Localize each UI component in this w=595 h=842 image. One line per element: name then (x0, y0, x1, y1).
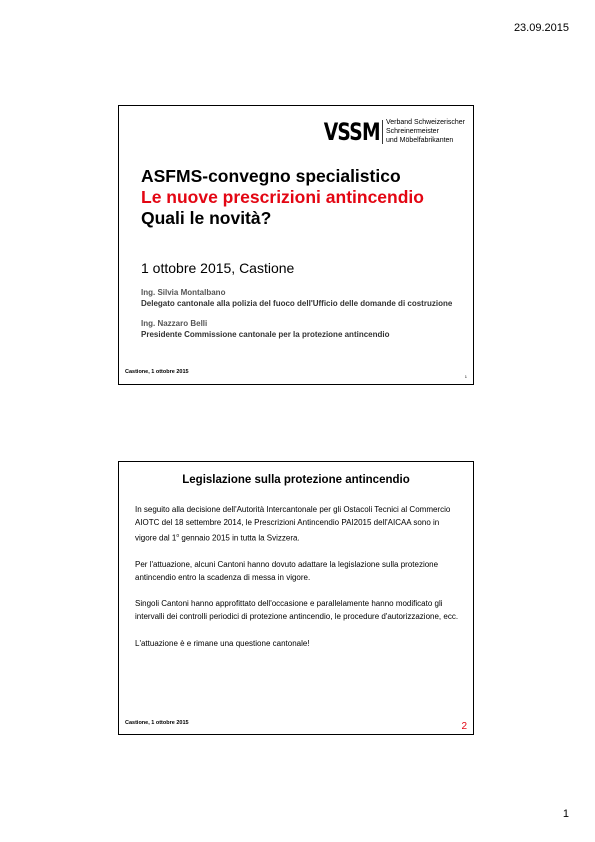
slide-title: Legislazione sulla protezione antincendio (182, 474, 410, 486)
speaker-2-name: Ing. Nazzaro Belli (141, 319, 208, 328)
speaker-1-role: Delegato cantonale alla polizia del fuoco dell'Ufficio delle domande di costruzione (141, 299, 453, 308)
slide-2 (118, 461, 474, 735)
paragraph-text: gennaio 2015 in tutta la Svizzera. (179, 533, 300, 543)
event-date-place: 1 ottobre 2015, Castione (141, 260, 295, 276)
paragraph-text: In seguito alla decisione dell'Autorità Intercantonale per gli Ostacoli Tecnici al Commercio AIOTC del 18 settembre 2014, le Prescrizioni Antincendio PAI2015 dell'AICAA sono in vigore dal 1 (135, 505, 451, 543)
slide-number: 2 (461, 721, 467, 732)
paragraph-4: L'attuazione è e rimane una questione cantonale! (135, 638, 310, 648)
paragraph-3: Singoli Cantoni hanno approfittato dell'occasione e parallelamente hanno modificato gli intervalli dei controlli periodici di protezione antincendio, le procedure d'autorizzazione, ecc. (135, 599, 459, 622)
title-line-3: Quali le novità? (141, 208, 272, 228)
logo-line: Schreinermeister (386, 128, 439, 135)
title-line-1: ASFMS-convegno specialistico (141, 166, 401, 186)
logo-line: Verband Schweizerischer (386, 119, 465, 126)
speaker-2-role: Presidente Commissione cantonale per la protezione antincendio (141, 330, 390, 339)
speakers (141, 287, 466, 340)
paragraph-1 (135, 503, 460, 545)
logo-mark: VSSM (324, 120, 383, 144)
slide-number: 1 (464, 374, 467, 379)
logo-text (386, 118, 465, 145)
title-line-2: Le nuove prescrizioni antincendio (141, 187, 424, 207)
logo-line: und Möbelfabrikanten (386, 137, 454, 144)
slide-body (135, 503, 460, 663)
slide-title (141, 166, 424, 229)
page-number: 1 (562, 808, 569, 820)
slide-footer: Castione, 1 ottobre 2015 (125, 369, 189, 375)
ordinal-superscript: o (176, 532, 180, 539)
speaker-1-name: Ing. Silvia Montalbano (141, 288, 226, 297)
slide-1 (118, 105, 474, 385)
slide-footer: Castione, 1 ottobre 2015 (125, 720, 189, 726)
vssm-logo (307, 118, 465, 145)
print-date: 23.09.2015 (513, 22, 569, 34)
paragraph-2: Per l'attuazione, alcuni Cantoni hanno dovuto adattare la legislazione sulla protezione antincendio entro la scadenza di messa in vigore. (135, 559, 439, 582)
